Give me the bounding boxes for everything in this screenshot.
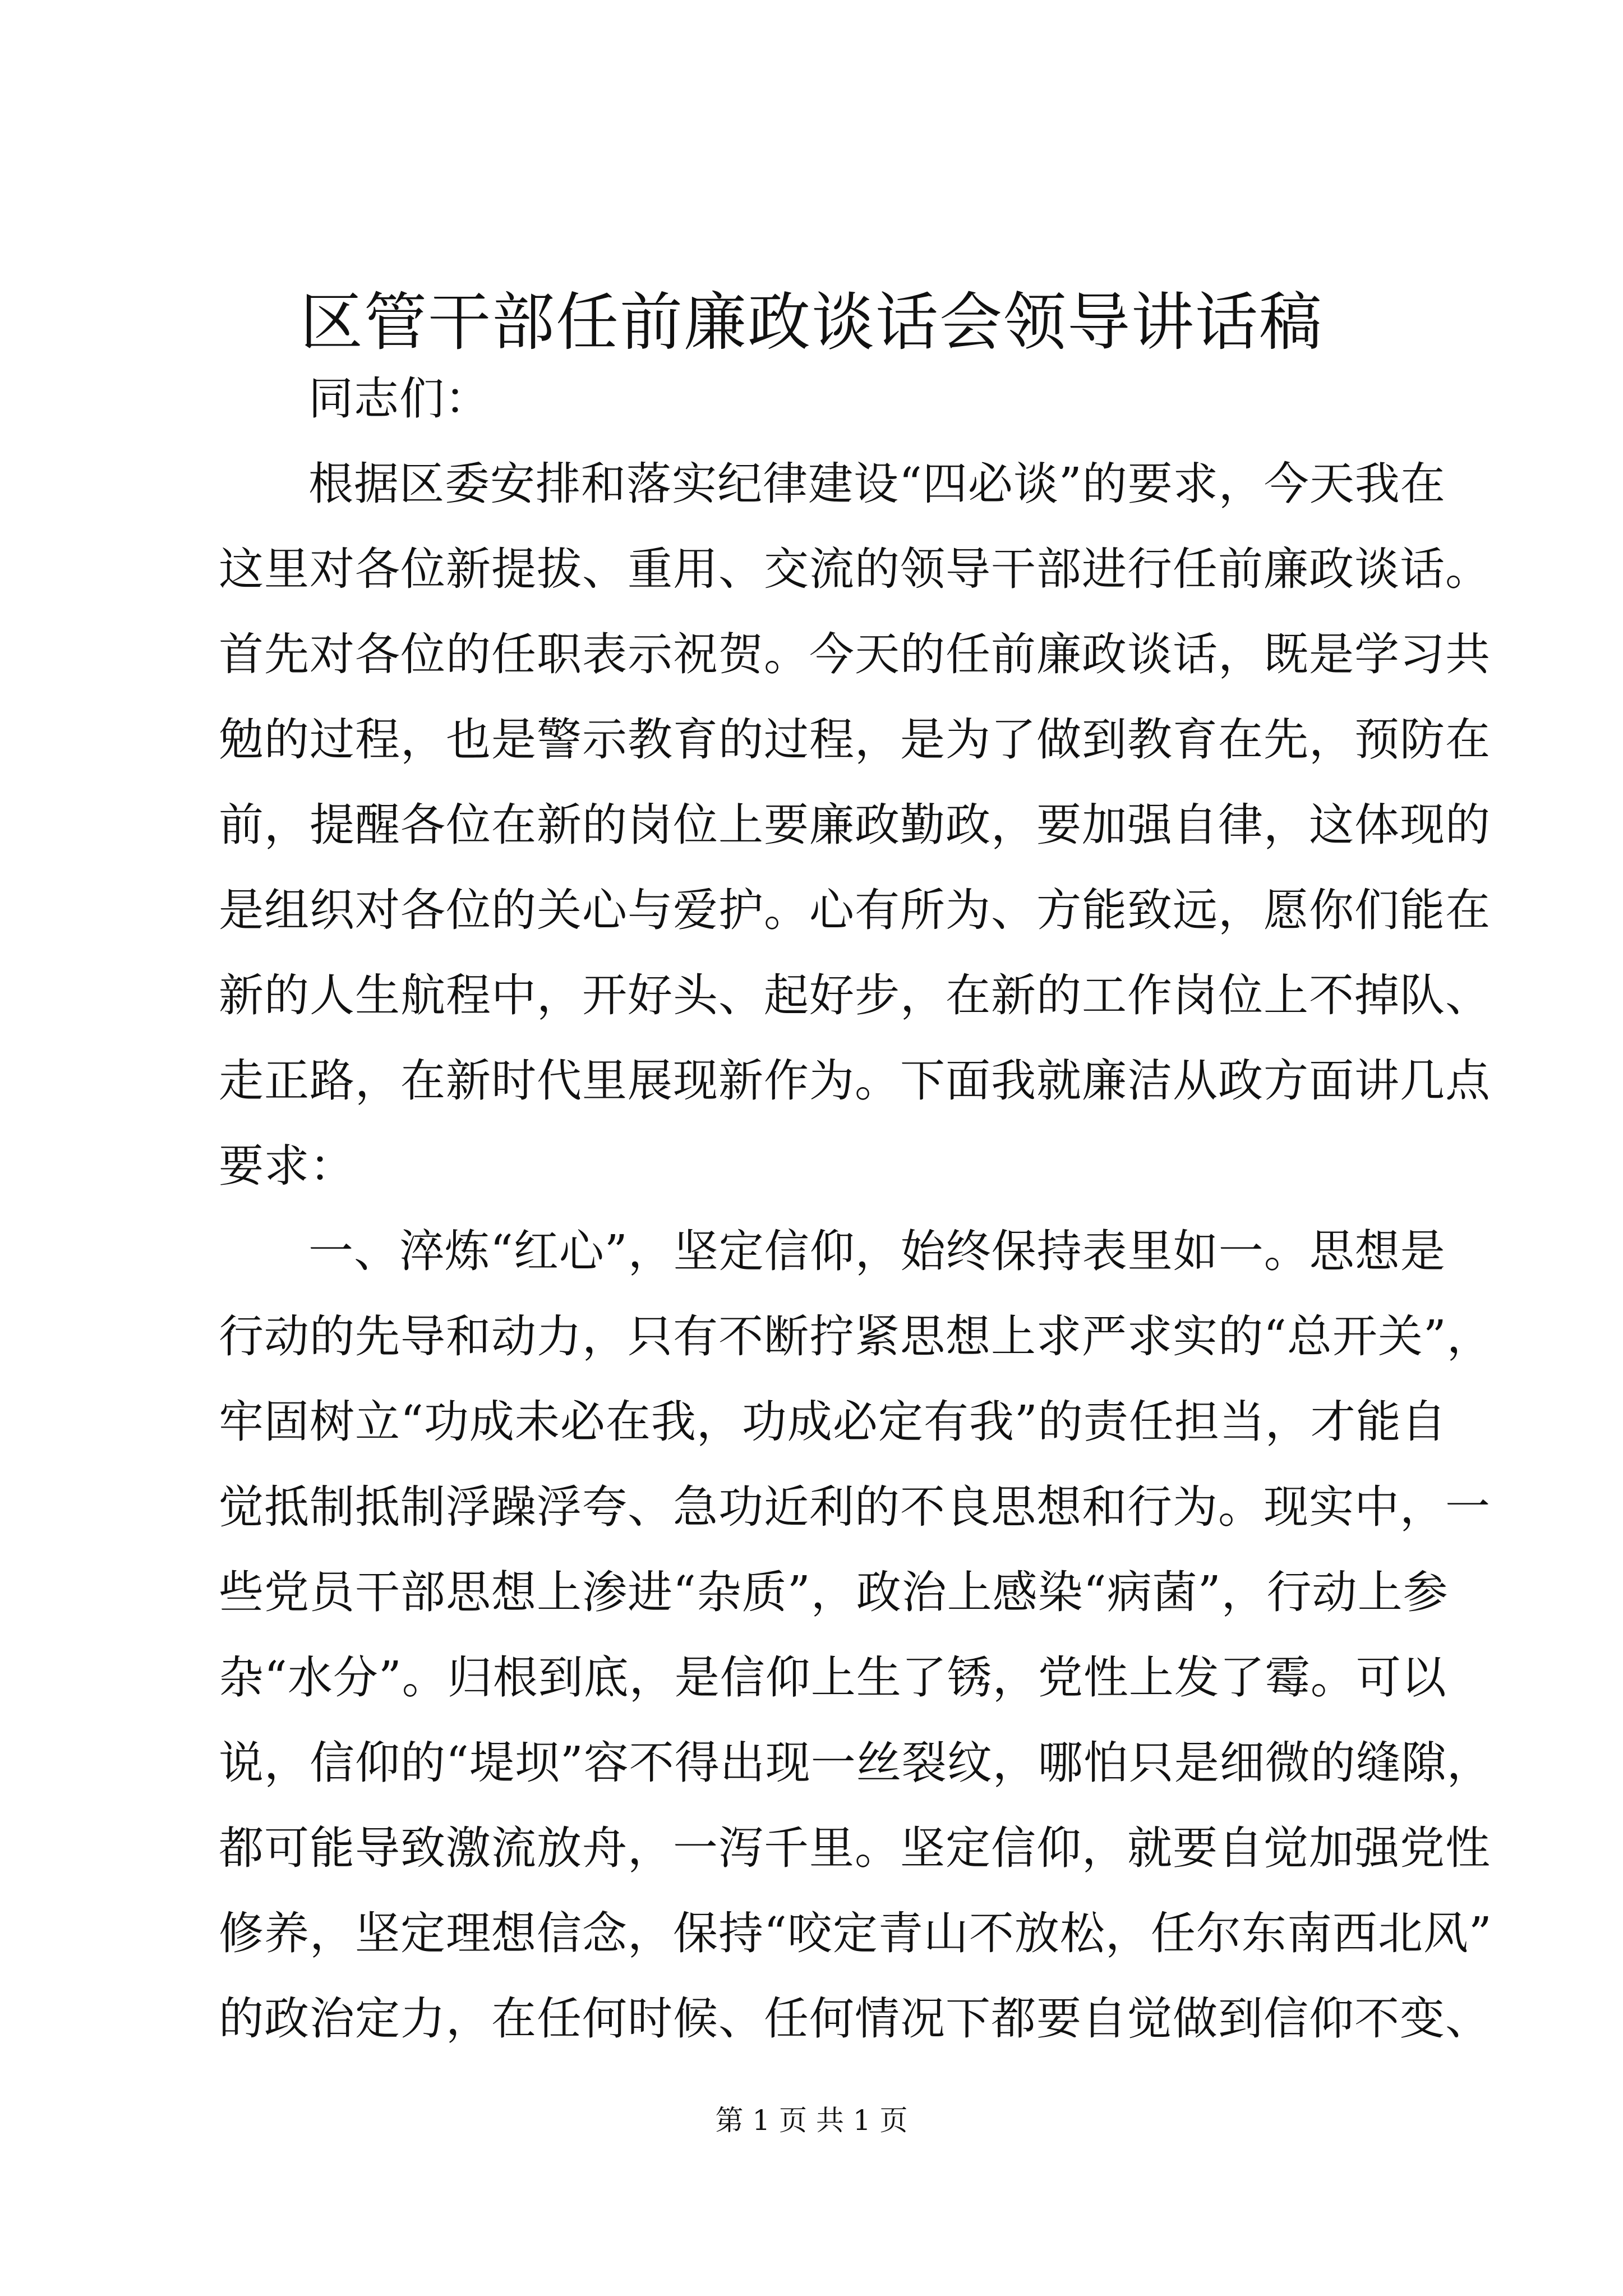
paragraph-line: 牢固树立“功成未必在我，功成必定有我”的责任担当，才能自	[219, 1396, 1447, 1448]
paragraph-line: 一、淬炼“红心”，坚定信仰，始终保持表里如一。思想是	[308, 1225, 1446, 1277]
paragraph-line: 走正路，在新时代里展现新作为。下面我就廉洁从政方面讲几点	[219, 1055, 1491, 1107]
salutation-line: 同志们：	[308, 372, 490, 425]
paragraph-line: 要求：	[219, 1140, 355, 1192]
paragraph-line: 修养，坚定理想信念，保持“咬定青山不放松，任尔东南西北风”	[219, 1907, 1492, 1959]
document-body	[219, 356, 1492, 2062]
paragraph-line: 杂“水分”。归根到底，是信仰上生了锈，党性上发了霉。可以	[219, 1651, 1447, 1704]
paragraph-line: 些党员干部思想上渗进“杂质”，政治上感染“病菌”，行动上参	[219, 1566, 1449, 1618]
paragraph-line: 的政治定力，在任何时候、任何情况下都要自觉做到信仰不变、	[219, 1993, 1491, 2045]
paragraph-line: 觉抵制抵制浮躁浮夸、急功近利的不良思想和行为。现实中，一	[219, 1481, 1491, 1533]
paragraph-line: 说，信仰的“堤坝”容不得出现一丝裂纹，哪怕只是细微的缝隙，	[219, 1737, 1492, 1789]
paragraph-line: 根据区委安排和落实纪律建设“四必谈”的要求，今天我在	[308, 458, 1446, 510]
paragraph-line: 新的人生航程中，开好头、起好步，在新的工作岗位上不掉队、	[219, 969, 1491, 1022]
paragraph-line: 前，提醒各位在新的岗位上要廉政勤政，要加强自律，这体现的	[219, 799, 1491, 851]
paragraph-line: 都可能导致激流放舟，一泻千里。坚定信仰，就要自觉加强党性	[219, 1822, 1491, 1874]
paragraph-line: 是组织对各位的关心与爱护。心有所为、方能致远，愿你们能在	[219, 884, 1491, 936]
page-number-footer: 第 1 页 共 1 页	[715, 2104, 908, 2137]
paragraph-line: 行动的先导和动力，只有不断拧紧思想上求严求实的“总开关”，	[219, 1310, 1492, 1363]
paragraph-line: 首先对各位的任职表示祝贺。今天的任前廉政谈话，既是学习共	[219, 628, 1491, 680]
paragraph-line: 这里对各位新提拔、重用、交流的领导干部进行任前廉政谈话。	[219, 543, 1491, 595]
paragraph-line: 勉的过程，也是警示教育的过程，是为了做到教育在先，预防在	[219, 714, 1491, 766]
document-title: 区管干部任前廉政谈话会领导讲话稿	[300, 286, 1323, 359]
